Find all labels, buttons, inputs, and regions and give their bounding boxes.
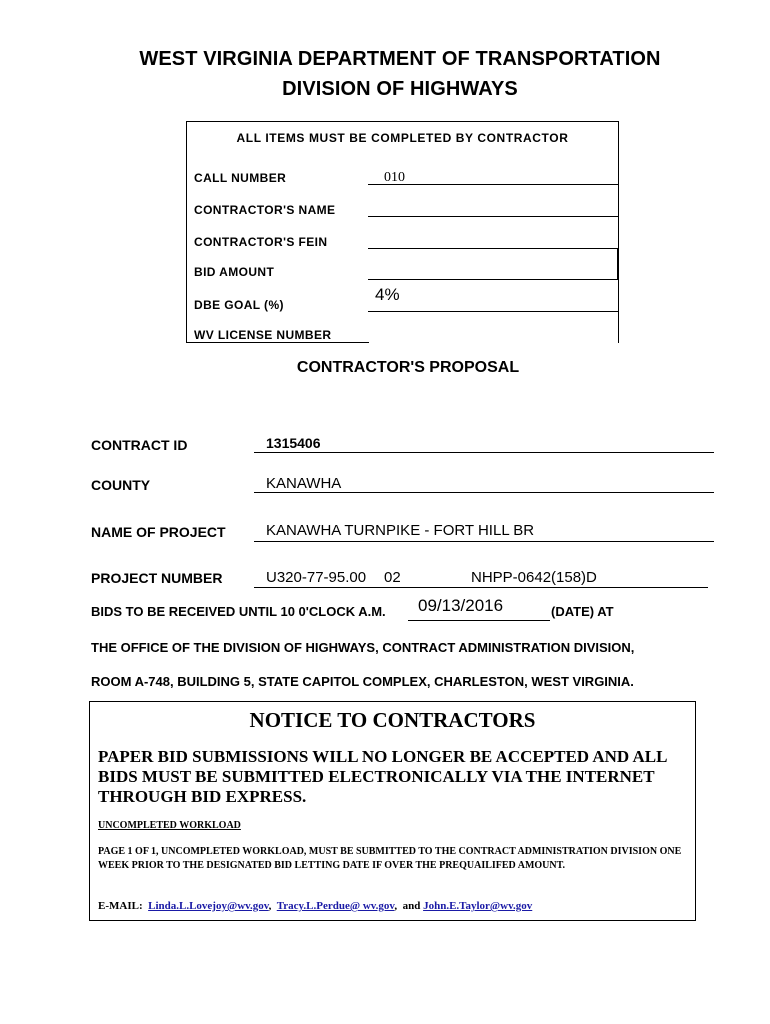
contractor-info-box [186,121,619,343]
wv-license-bottom-rule [186,342,369,343]
call-number-label: CALL NUMBER [194,171,287,185]
dbe-goal-value[interactable]: 4% [375,285,400,304]
project-number-label: PROJECT NUMBER [91,570,223,586]
county-line [254,492,714,493]
dbe-goal-line [368,311,618,312]
contract-id-label: CONTRACT ID [91,437,188,453]
notice-main-text: PAPER BID SUBMISSIONS WILL NO LONGER BE ACCEPTED AND ALL BIDS MUST BE SUBMITTED ELECTRONICALLY VIA THE INTERNET THROUGH BID EXPRESS. [98,747,667,806]
bid-date-line [408,620,550,621]
proposal-title: CONTRACTOR'S PROPOSAL [296,359,520,376]
bid-amount-label: BID AMOUNT [194,265,275,279]
project-number-part3: NHPP-0642(158)D [471,569,597,586]
box-heading: ALL ITEMS MUST BE COMPLETED BY CONTRACTOR [236,131,569,145]
email-link-perdue[interactable]: Tracy.L.Perdue@ wv.gov [276,900,395,912]
project-number-line [254,587,708,588]
bid-date-value: 09/13/2016 [418,596,504,615]
project-name-line [254,541,714,542]
bid-amount-line [368,279,618,280]
contract-id-value: 1315406 [266,435,321,451]
notice-subheading: UNCOMPLETED WORKLOAD [98,820,241,831]
project-number-part2: 02 [384,569,401,586]
project-name-value: KANAWHA TURNPIKE - FORT HILL BR [266,522,535,539]
notice-paragraph: PAGE 1 OF 1, UNCOMPLETED WORKLOAD, MUST BE SUBMITTED TO THE CONTRACT ADMINISTRATION DIVISION ONE WEEK PRIOR TO THE DESIGNATED BID LETTING DATE IF OVER THE PREQUAILIFED AMOUNT. [98,846,682,871]
contractor-fein-label: CONTRACTOR'S FEIN [194,235,328,249]
county-value: KANAWHA [266,475,342,492]
contractor-name-line [368,216,618,217]
email-separator-2: , and [394,900,421,912]
bids-location-line-1: THE OFFICE OF THE DIVISION OF HIGHWAYS, CONTRACT ADMINISTRATION DIVISION, [91,640,635,655]
wv-license-label: WV LICENSE NUMBER [194,328,332,342]
header-line-1: WEST VIRGINIA DEPARTMENT OF TRANSPORTATION [139,48,661,70]
county-label: COUNTY [91,477,151,493]
email-link-lovejoy[interactable]: Linda.L.Lovejoy@wv.gov [148,900,269,912]
bids-received-text: BIDS TO BE RECEIVED UNTIL 10 0'CLOCK A.M. [91,604,386,619]
contractor-name-label: CONTRACTOR'S NAME [194,203,336,217]
contract-id-line [254,452,714,453]
dbe-goal-label: DBE GOAL (%) [194,298,284,312]
notice-title: NOTICE TO CONTRACTORS [249,708,536,732]
contractor-fein-line [368,248,618,249]
call-number-value[interactable]: 010 [384,170,405,185]
project-number-part1: U320-77-95.00 [266,569,367,586]
project-name-label: NAME OF PROJECT [91,524,226,540]
header-line-2: DIVISION OF HIGHWAYS [282,78,518,100]
email-link-taylor[interactable]: John.E.Taylor@wv.gov [423,900,533,912]
notice-box [89,701,696,921]
bids-location-line-2: ROOM A-748, BUILDING 5, STATE CAPITOL COMPLEX, CHARLESTON, WEST VIRGINIA. [91,674,634,689]
email-separator-1: , [268,900,272,912]
bid-amount-divider [617,249,618,280]
bid-date-suffix: (DATE) AT [551,604,614,619]
call-number-line [368,184,618,185]
email-label: E-MAIL: [98,900,143,912]
notice-email-line [98,900,532,912]
